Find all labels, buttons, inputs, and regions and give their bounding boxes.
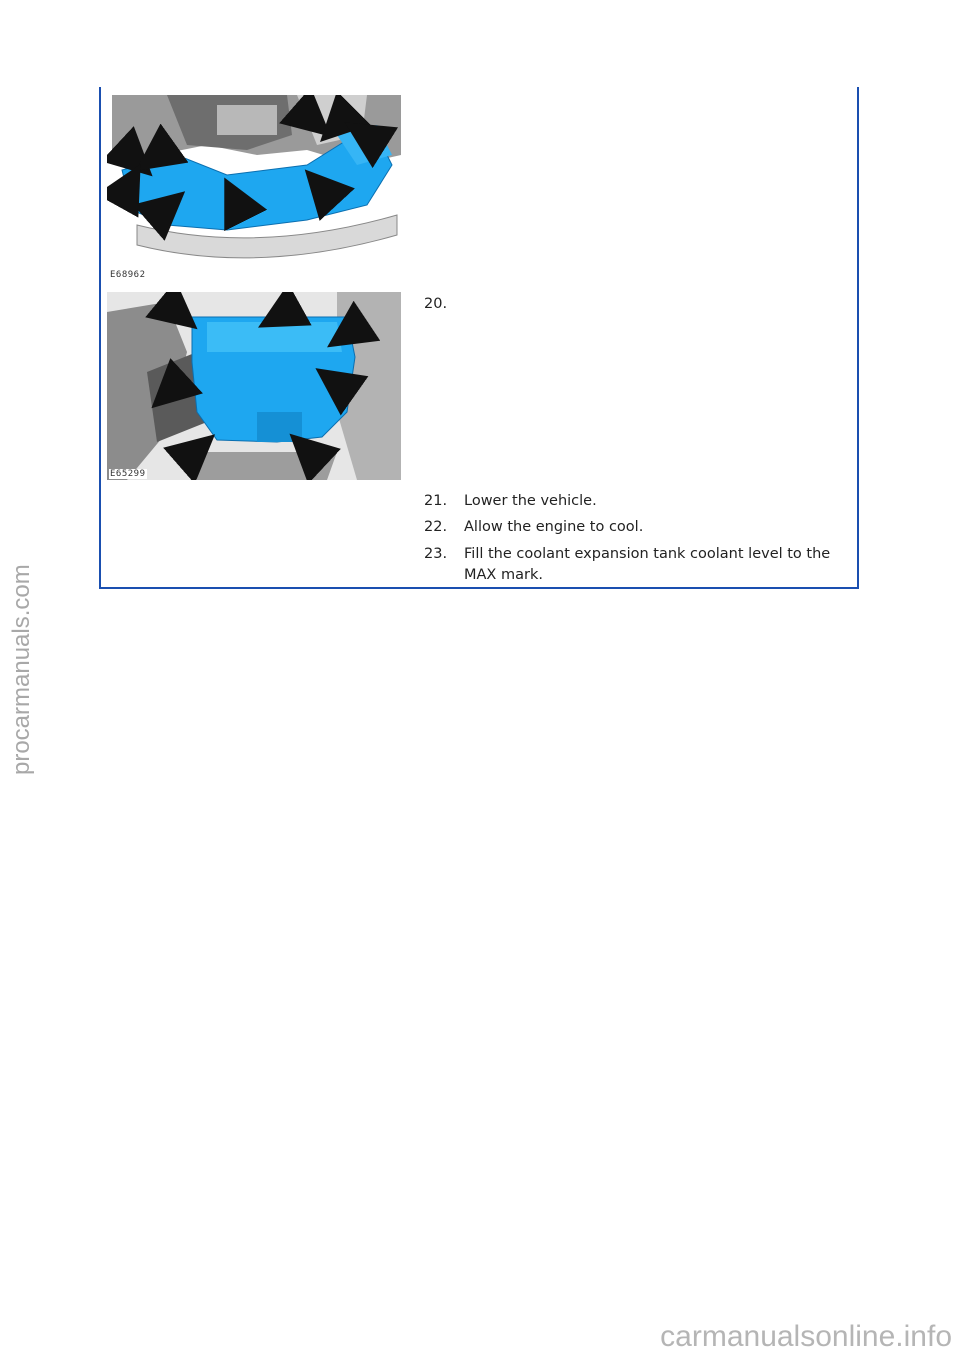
figure-undertray-front xyxy=(107,95,401,283)
illustration-front-undertray xyxy=(107,95,401,283)
watermark-carmanualsonline: carmanualsonline.info xyxy=(660,1320,952,1353)
figure-undertray-engine xyxy=(107,292,401,480)
step-text: Allow the engine to cool. xyxy=(464,519,644,535)
figure-code: E68962 xyxy=(110,270,146,280)
step-number: 21. xyxy=(424,493,448,509)
figure-code: E65299 xyxy=(110,469,146,479)
step-number: 20. xyxy=(424,296,448,312)
step-text: Lower the vehicle. xyxy=(464,493,597,509)
step-number: 23. xyxy=(424,546,448,562)
step-number: 22. xyxy=(424,519,448,535)
watermark-procarmanuals: procarmanuals.com xyxy=(8,564,35,775)
step-text: Fill the coolant expansion tank coolant level to the MAX mark. xyxy=(464,546,831,583)
illustration-engine-undertray xyxy=(107,292,401,480)
